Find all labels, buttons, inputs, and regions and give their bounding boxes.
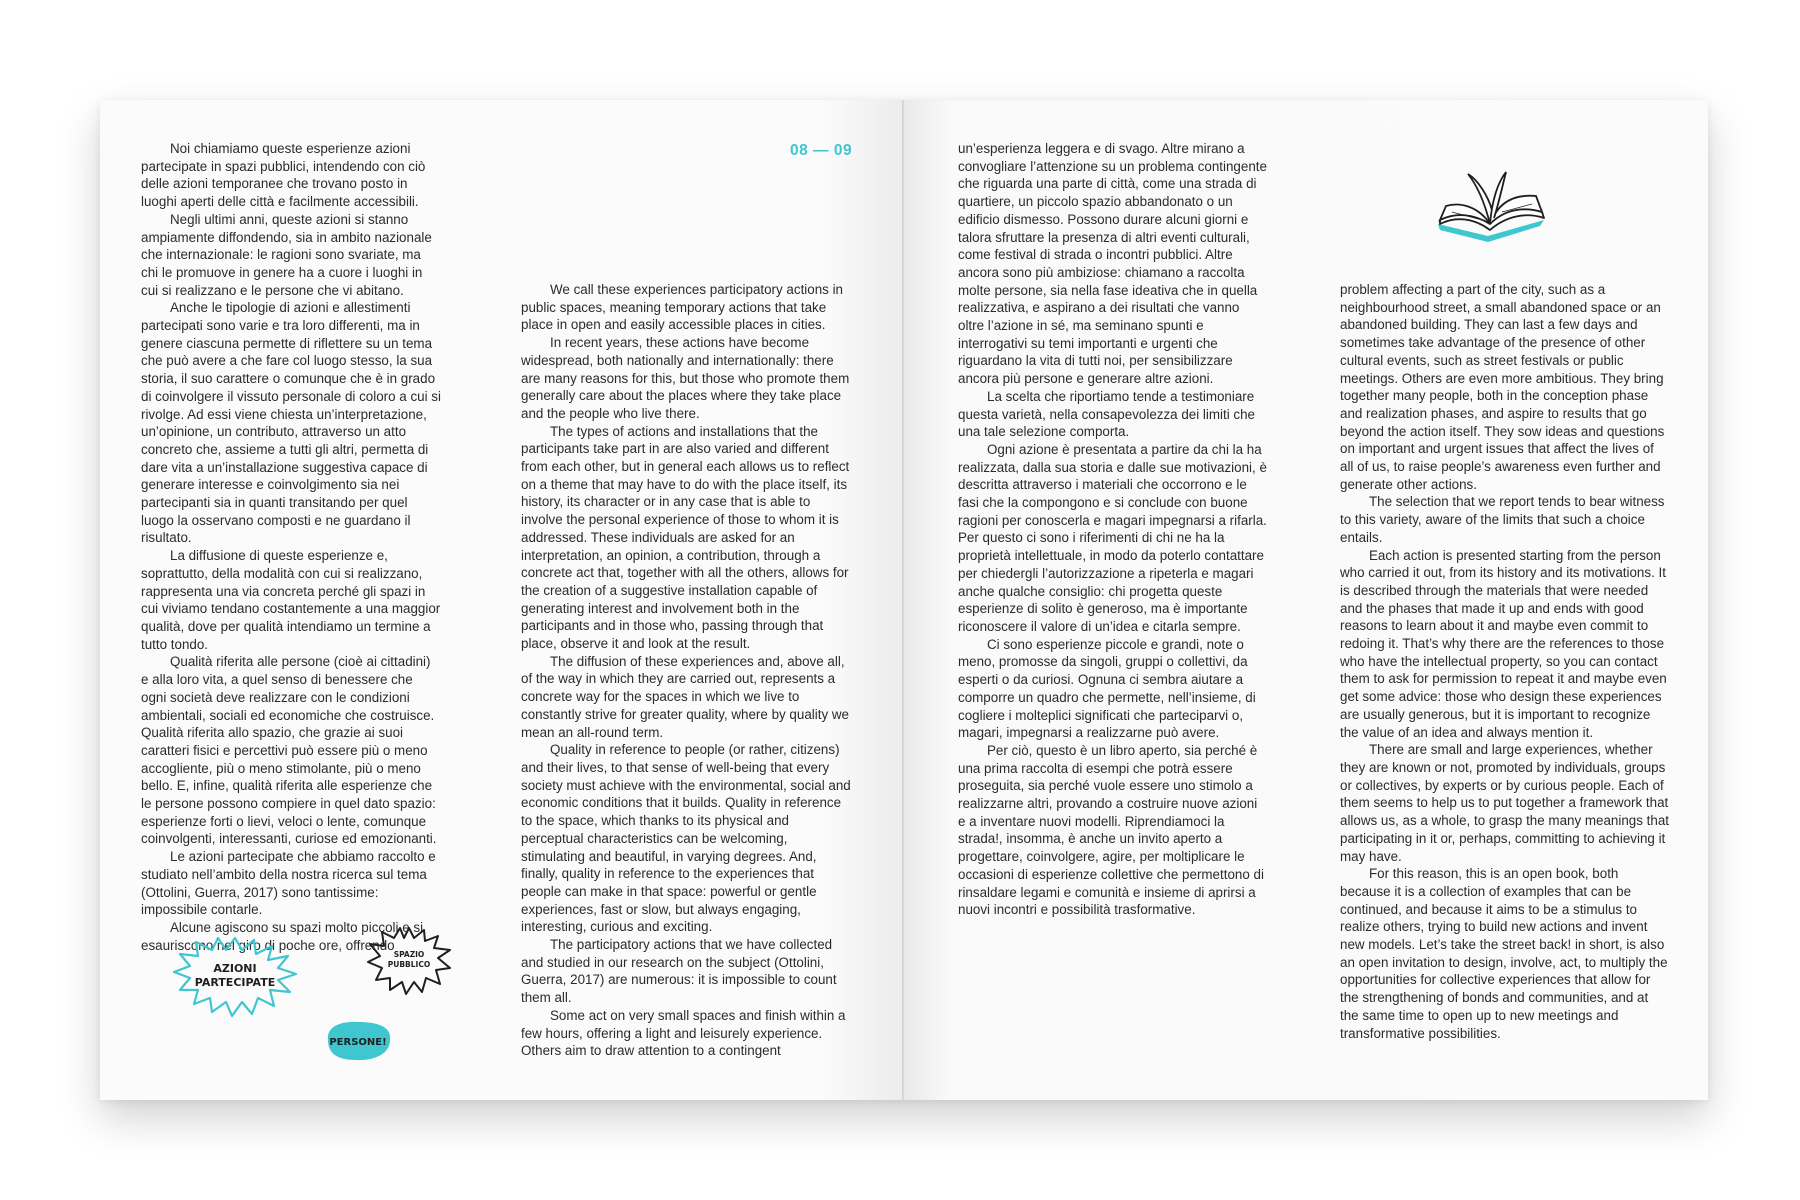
spazio-pubblico-badge (364, 924, 454, 996)
badge-text: PERSONE! (329, 1037, 387, 1048)
paragraph: La diffusione di queste esperienze e, soprattutto, della modalità con cui si realizzano, rappresenta una via concreta perché gli spazi in cui viviamo tendano costantemente a una maggior qualità, dove per qualità intendiamo un termine a tutto tondo. (141, 548, 441, 652)
badge-text: PUBBLICO (387, 960, 431, 969)
badge-text: AZIONI (213, 962, 257, 975)
italian-column-left (141, 140, 441, 954)
paragraph: The types of actions and installations that the participants take part in are also varied and different from each other, but in general each allows us to reflect on a theme that may have to do with the place itself, its history, its character or in any case that is able to involve the personal experience of those to whom it is addressed. These individuals are asked for an interpretation, an opinion, a contribution, through a concrete act that, together with all the others, allows for the creation of a suggestive installation capable of generating interest and involvement both in the participants and in those who, passing through that place, observe it and look at the result. (521, 423, 850, 652)
paragraph: Ci sono esperienze piccole e grandi, note o meno, promosse da singoli, gruppi o collettivi, da esperti o da curiosi. Ognuna ci sembra aiutare a comporre un quadro che permette, nell’insieme, di cogliere i molteplici significati che parteciparvi o, magari, impegnarsi a realizzarne può avere. (958, 636, 1256, 741)
paragraph: Alcune agiscono su spazi molto piccoli e si esauriscono nel giro di poche ore, offrendo (141, 919, 424, 953)
paragraph: Anche le tipologie di azioni e allestimenti partecipati sono varie e tra loro differenti, ma in genere ciascuna permette di riflettere su un tema che può avere a che fare col luogo stesso, la sua storia, il suo carattere o comunque che è in grado di coinvolgere il vissuto personale di coloro a cui si rivolge. Ad essi viene chiesta un’interpretazione, un’opinione, un contributo, attraverso un atto concreto che, assieme a tutti gli altri, permetta di dare vita a un’installazione suggestiva capace di generare interesse e coinvolgimento sia nei partecipanti sia in quanti transitando per quel luogo la osservano composti e ne guardano il risultato. (141, 300, 441, 546)
paragraph: un’esperienza leggera e di svago. Altre mirano a convogliare l’attenzione su un problema contingente che riguarda una parte di città, come una strada di quartiere, un piccolo spazio abbandonato o un edificio dismesso. Possono durare alcuni giorni e talora sfruttare la presenza di altri eventi culturali, come festival di strada o incontri pubblici. Altre ancora sono più ambiziose: chiamano a raccolta molte persone, sia nella fase ideativa che in quella realizzativa, e aspirano a dei risultati che vanno oltre l’azione in sé, ma seminano spunti e interrogativi su temi importanti e urgenti che riguardano la vita di tutti noi, per sensibilizzare ancora più persone e generare altre azioni. (958, 141, 1267, 387)
paragraph: There are small and large experiences, whether they are known or not, promoted by individuals, groups or collectives, by experts or by curious people. Each of them seems to help us to put together a framework that allows us, as a whole, to grasp the many meanings that participating in it or, perhaps, committing to achieving it may have. (1340, 742, 1669, 864)
azioni-partecipate-badge (170, 934, 300, 1018)
book-spread (100, 100, 1708, 1100)
paragraph: Quality in reference to people (or rather, citizens) and their lives, to that sense of well-being that every society must achieve with the environmental, social and economic conditions that it builds. Quality in reference to the space, which thanks to its physical and perceptual characteristics can be welcoming, stimulating and beautiful, in varying degrees. And, finally, quality in reference to the experiences that people can make in that space: powerful or gentle experiences, fast or slow, but always engaging, interesting, curious and exciting. (521, 742, 851, 935)
paragraph: La scelta che riportiamo tende a testimoniare questa varietà, nella consapevolezza dei limiti che una tale selezione comporta. (958, 388, 1255, 440)
italian-column-right (958, 140, 1268, 919)
open-book-icon (1432, 166, 1552, 246)
paragraph: Negli ultimi anni, queste azioni si stanno ampiamente diffondendo, sia in ambito nazionale che internazionale: le ragioni sono svariate, ma chi le promuove in genere ha a cuore i luoghi in cui si realizzano e le persone che vi abitano. (141, 211, 432, 298)
right-page (904, 100, 1708, 1100)
paragraph: Per ciò, questo è un libro aperto, sia perché è una prima raccolta di esempi che potrà essere proseguita, sia perché vuole essere uno stimolo a realizzarne altri, provando a costruire nuove azioni e a inventare nuovi modelli. Riprendiamoci la strada!, insomma, è anche un invito aperto a progettare, coinvolgere, agire, per moltiplicare le occasioni di esperienze collettive che permettono di rinsaldare legami e comunità e insieme di aprirsi a nuovi incontri e possibilità trasformative. (958, 742, 1264, 918)
paragraph: Ogni azione è presentata a partire da chi la ha realizzata, dalla sua storia e dalle sue motivazioni, è descritta attraverso i materiali che occorrono e le fasi che la compongono e si conclude con buone ragioni per conoscerla e magari impegnarsi a rifarla. Per questo ci sono i riferimenti di chi ne ha la proprietà intellettuale, in modo da poterlo contattare per chiedergli l’autorizzazione a ripeterla e magari anche qualche consiglio: chi progetta queste esperienze di solito è generoso, ma è importante riconoscere il valore di un’idea e citarla sempre. (958, 441, 1267, 634)
paragraph: We call these experiences participatory actions in public spaces, meaning temporary actions that take place in open and easily accessible places in cities. (521, 282, 844, 333)
paragraph: In recent years, these actions have become widespread, both nationally and internationally: there are many reasons for this, but those who promote them generally care about the places where they take place and the people who live there. (521, 335, 850, 421)
badge-text: SPAZIO (393, 950, 425, 959)
english-column-left (521, 281, 851, 1060)
paragraph: For this reason, this is an open book, both because it is a collection of examples that can be continued, and because it aims to be a stimulus to realize others, trying to build new actions and invent new models. Let’s take the street back! in short, is also an open invitation to design, involve, act, to multiply the opportunities for collective experiences that allow for the strengthening of bonds and communities, and at the same time to open up to new meetings and transformative possibilities. (1340, 866, 1668, 1041)
paragraph: The participatory actions that we have collected and studied in our research on the subject (Ottolini, Guerra, 2017) are numerous: it is impossible to count them all. (521, 937, 837, 1006)
english-column-right (1340, 281, 1670, 1042)
page-numbers: 08 — 09 (790, 142, 853, 159)
paragraph: Le azioni partecipate che abbiamo raccolto e studiato nell’ambito della nostra ricerca sul tema (Ottolini, Guerra, 2017) sono tantissime: impossibile contarle. (141, 849, 436, 918)
paragraph: problem affecting a part of the city, such as a neighbourhood street, a small abandoned space or an abandoned building. They can last a few days and sometimes take advantage of the presence of other cultural events, such as street festivals or public meetings. Others are even more ambitious. They bring together many people, both in the conception phase and realization phases, and aspire to results that go beyond the action itself. They sow ideas and questions on important and urgent issues that affect the lives of all of us, to raise people’s awareness even further and generate other actions. (1340, 282, 1665, 492)
paragraph: Some act on very small spaces and finish within a few hours, offering a light and leisurely experience. Others aim to draw attention to a contingent (521, 1007, 846, 1059)
paragraph: Qualità riferita alle persone (cioè ai cittadini) e alla loro vita, a quel senso di benessere che ogni società deve realizzare con le condizioni ambientali, sociali ed economiche che costruisce. Qualità riferita allo spazio, che grazie ai suoi caratteri fisici e percettivi può essere più o meno accogliente, più o meno stimolante, più o meno bello. E, infine, qualità riferita alle esperienze che le persone possono compiere in quel dato spazio: esperienze forti o lievi, veloci o lente, comunque coinvolgenti, interessanti, curiose ed emozionanti. (141, 654, 437, 847)
badge-text: PARTECIPATE (194, 976, 276, 989)
paragraph: The diffusion of these experiences and, above all, of the way in which they are carried out, represents a concrete way for the spaces in which we live to constantly strive for greater quality, where by quality we mean an all-round term. (521, 653, 849, 740)
left-page (100, 100, 904, 1100)
paragraph: The selection that we report tends to bear witness to this variety, aware of the limits that such a choice entails. (1340, 494, 1665, 545)
paragraph: Noi chiamiamo queste esperienze azioni partecipate in spazi pubblici, intendendo con ciò delle azioni temporanee che trovano posto in luoghi aperti delle città e facilmente accessibili. (141, 141, 426, 210)
persone-badge (318, 1016, 398, 1066)
paragraph: Each action is presented starting from the person who carried it out, from its history and its motivations. It is described through the materials that were needed and the phases that made it up and ends with good reasons to learn about it and maybe even commit to redoing it. That’s why there are the references to those who have the intellectual property, so you can contact them to ask for permission to repeat it and maybe even get some advice: those who design these experiences are usually generous, but it is important to recognize the value of an idea and always mention it. (1340, 547, 1667, 740)
